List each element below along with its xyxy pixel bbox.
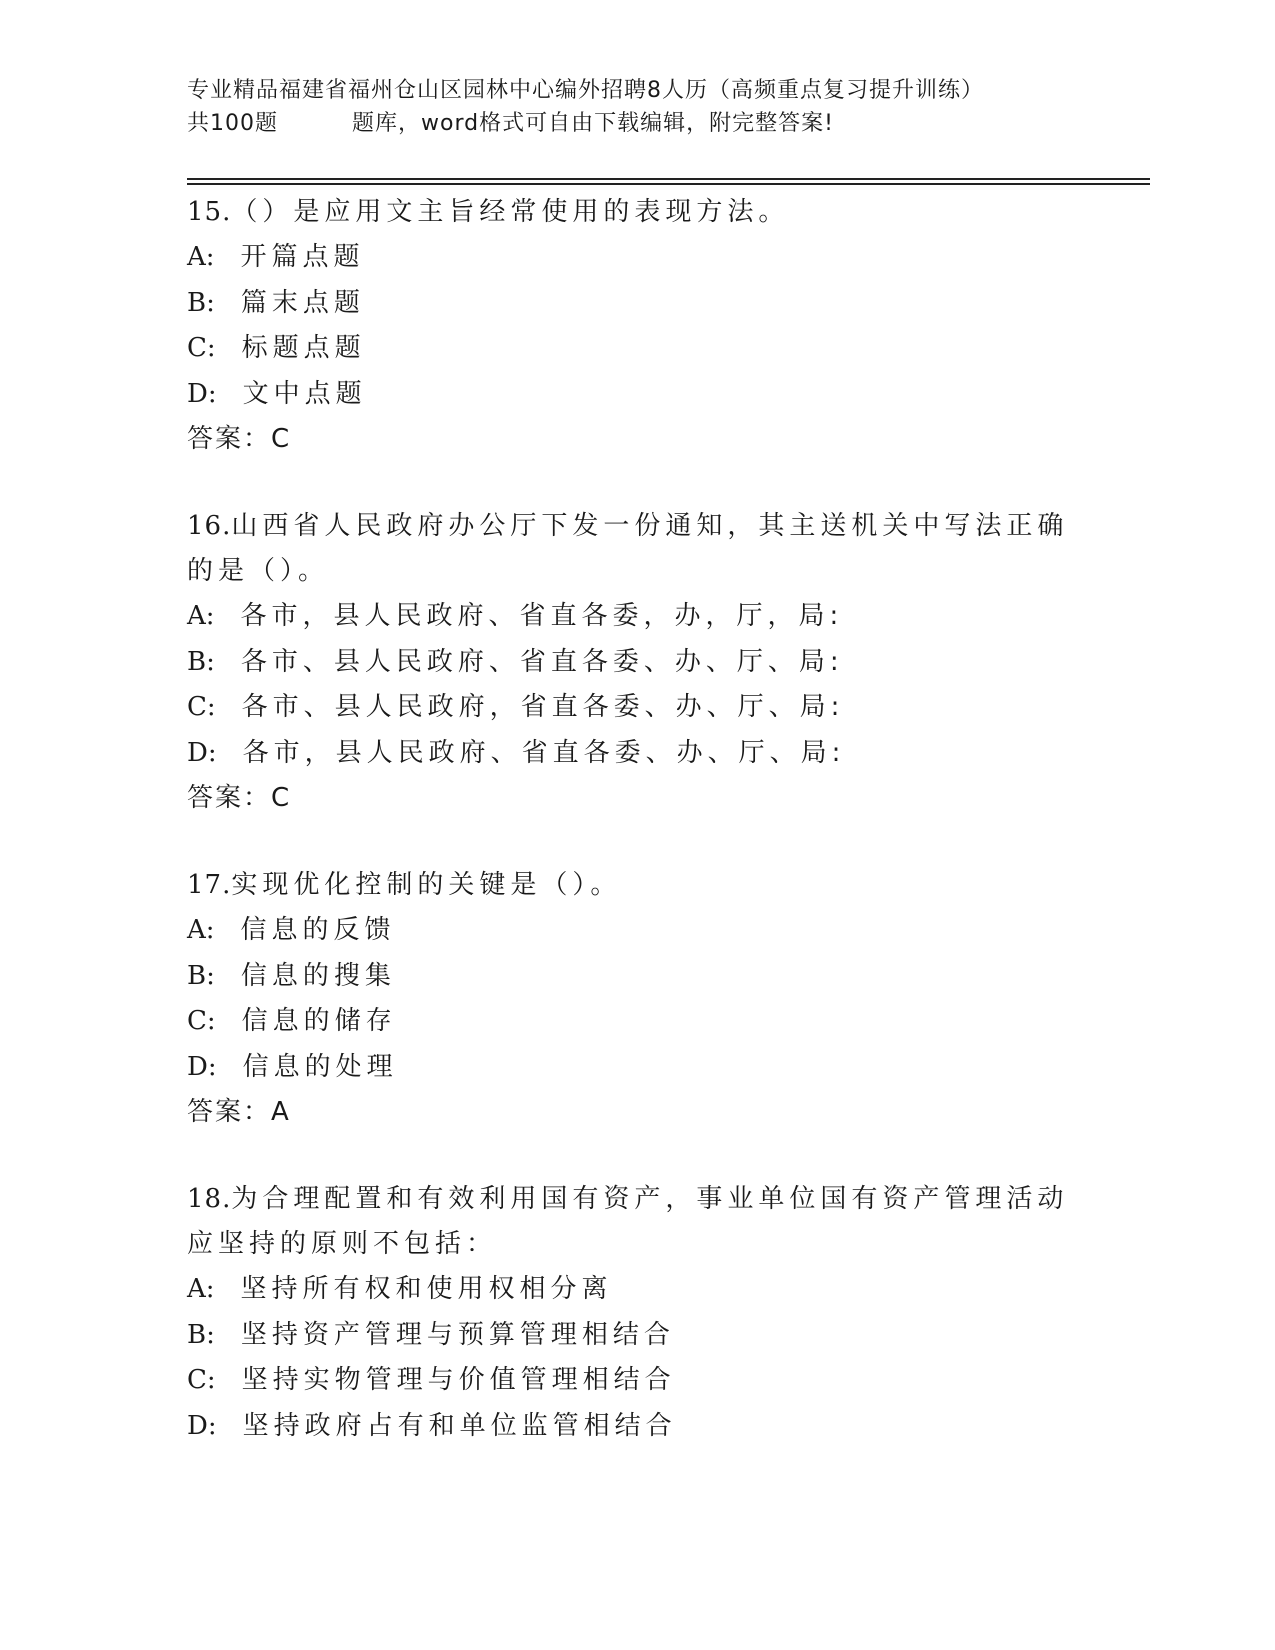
question-number: 18. xyxy=(187,1184,232,1214)
question-stem: 实现优化控制的关键是（）。 xyxy=(231,870,622,900)
header-question-count: 共100题 xyxy=(187,111,278,136)
option-text: 各市、县人民政府、省直各委、办、厅、局: xyxy=(240,646,844,677)
option-key: C: xyxy=(187,692,216,722)
option-a xyxy=(187,1267,1087,1313)
option-b xyxy=(187,954,1087,1000)
answer-value: C xyxy=(271,783,292,813)
question-number: 15. xyxy=(187,197,232,227)
option-key: B: xyxy=(187,960,215,991)
question-stem: 山西省人民政府办公厅下发一份通知，其主送机关中写法正确的是（）。 xyxy=(187,511,1069,586)
question-15 xyxy=(187,190,1087,462)
option-key: A: xyxy=(187,601,215,631)
option-key: C: xyxy=(187,333,216,363)
question-number: 16. xyxy=(187,511,232,541)
option-text: 信息的储存 xyxy=(241,1006,397,1036)
option-c xyxy=(187,1358,1087,1404)
option-text: 各市、县人民政府，省直各委、办、厅、局: xyxy=(241,692,845,722)
question-17 xyxy=(187,863,1087,1135)
document-header xyxy=(187,74,1147,140)
option-d xyxy=(187,1404,1087,1450)
answer-line xyxy=(187,1090,1087,1135)
answer-value: C xyxy=(271,424,292,454)
question-stem: （）是应用文主旨经常使用的表现方法。 xyxy=(231,197,790,227)
question-text xyxy=(187,504,1087,594)
option-text: 信息的搜集 xyxy=(240,960,396,991)
option-key: D: xyxy=(187,1410,217,1441)
option-text: 坚持所有权和使用权相分离 xyxy=(240,1274,613,1304)
option-key: D: xyxy=(187,1051,217,1082)
option-key: D: xyxy=(187,737,217,768)
option-key: A: xyxy=(187,242,215,272)
option-key: B: xyxy=(187,646,215,677)
option-key: C: xyxy=(187,1365,216,1395)
option-c xyxy=(187,326,1087,372)
option-key: C: xyxy=(187,1006,216,1036)
option-text: 信息的处理 xyxy=(242,1051,398,1082)
option-text: 各市，县人民政府、省直各委，办，厅，局: xyxy=(240,601,844,631)
option-key: B: xyxy=(187,287,215,318)
question-list xyxy=(187,190,1087,1491)
option-a xyxy=(187,235,1087,281)
option-text: 标题点题 xyxy=(241,333,366,363)
option-text: 坚持政府占有和单位监管相结合 xyxy=(242,1410,677,1441)
option-text: 各市，县人民政府、省直各委、办、厅、局: xyxy=(242,737,846,768)
option-key: A: xyxy=(187,1274,215,1304)
option-text: 坚持实物管理与价值管理相结合 xyxy=(241,1365,676,1395)
answer-line xyxy=(187,417,1087,462)
option-d xyxy=(187,372,1087,418)
option-text: 篇末点题 xyxy=(240,287,365,318)
question-text xyxy=(187,863,1087,908)
option-c xyxy=(187,999,1087,1045)
question-number: 17. xyxy=(187,870,232,900)
answer-value: A xyxy=(271,1097,291,1127)
option-b xyxy=(187,640,1087,686)
option-key: A: xyxy=(187,915,215,945)
option-b xyxy=(187,1313,1087,1359)
question-16 xyxy=(187,504,1087,821)
header-divider-top xyxy=(187,178,1150,180)
option-text: 开篇点题 xyxy=(240,242,365,272)
question-18 xyxy=(187,1177,1087,1449)
option-d xyxy=(187,1045,1087,1091)
header-divider-bottom xyxy=(187,183,1150,185)
option-key: B: xyxy=(187,1319,215,1350)
option-d xyxy=(187,731,1087,777)
option-key: D: xyxy=(187,378,217,409)
answer-label: 答案： xyxy=(187,424,272,454)
question-text xyxy=(187,1177,1087,1267)
question-text xyxy=(187,190,1087,235)
header-subtitle-line xyxy=(187,107,1147,140)
answer-label: 答案： xyxy=(187,783,272,813)
option-text: 信息的反馈 xyxy=(240,915,396,945)
option-c xyxy=(187,685,1087,731)
question-stem: 为合理配置和有效利用国有资产，事业单位国有资产管理活动应坚持的原则不包括： xyxy=(187,1184,1069,1259)
option-b xyxy=(187,281,1087,327)
option-text: 坚持资产管理与预算管理相结合 xyxy=(240,1319,675,1350)
option-a xyxy=(187,908,1087,954)
option-text: 文中点题 xyxy=(242,378,367,409)
option-a xyxy=(187,594,1087,640)
header-title-line: 专业精品福建省福州仓山区园林中心编外招聘8人历（高频重点复习提升训练） xyxy=(187,78,984,103)
header-description: 题库，word格式可自由下载编辑，附完整答案! xyxy=(352,111,834,136)
answer-label: 答案： xyxy=(187,1097,272,1127)
answer-line xyxy=(187,776,1087,821)
